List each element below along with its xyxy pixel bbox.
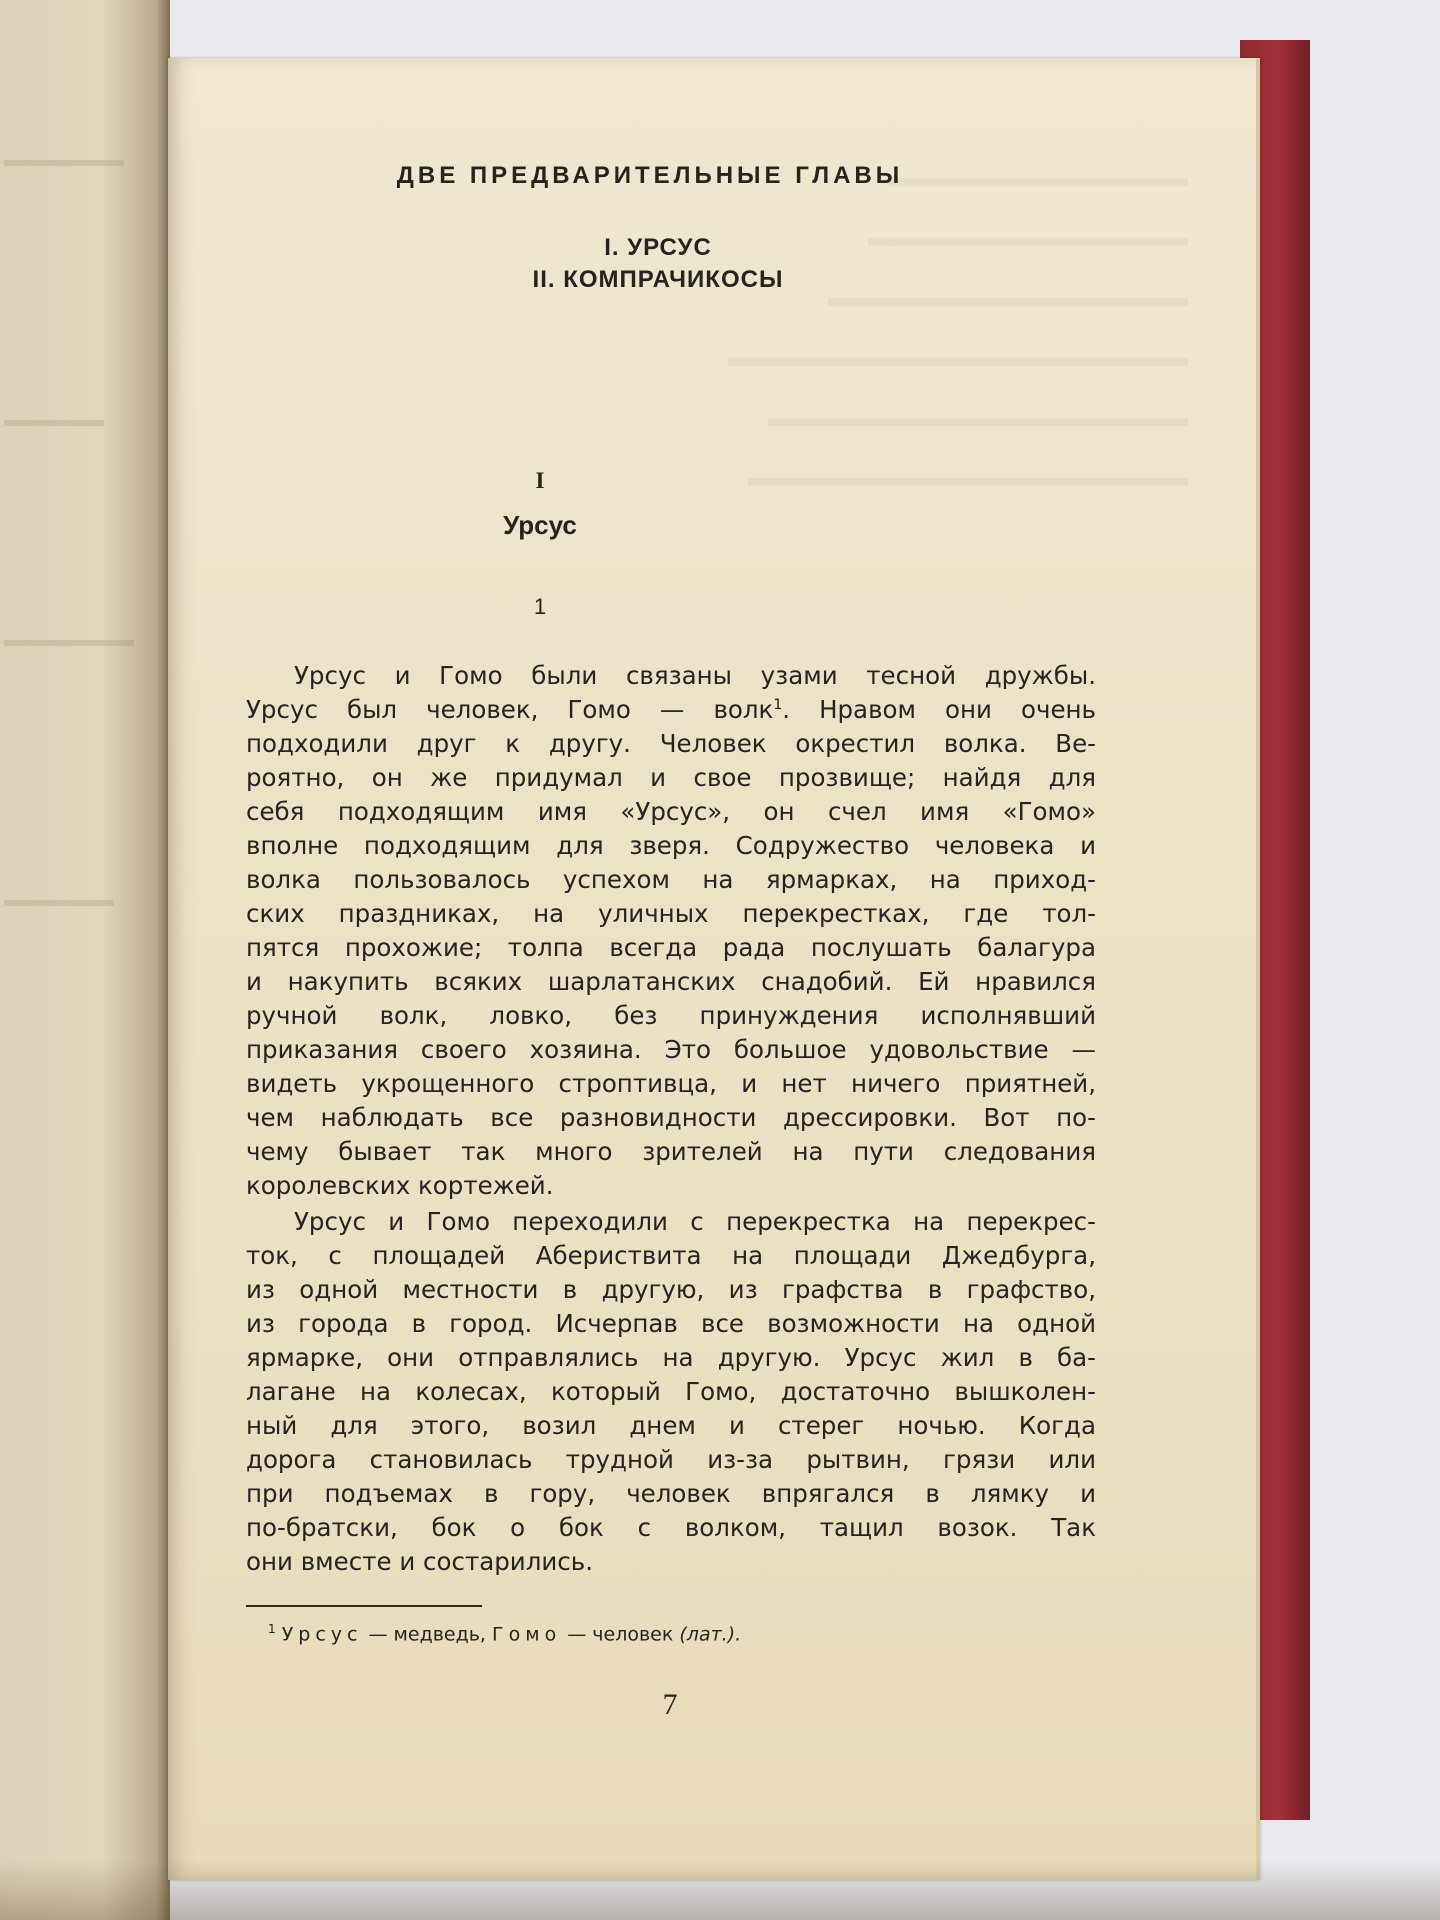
footnote-divider [246, 1605, 482, 1607]
text-line: ный для этого, возил днем и стерег ночью. Когда [246, 1411, 1096, 1440]
text-segment: . Нравом они очень [782, 695, 1096, 724]
page-heading: ДВЕ ПРЕДВАРИТЕЛЬНЫЕ ГЛАВЫ [396, 162, 904, 189]
text-line: волка пользовалось успехом на ярмарках, на приход- [246, 865, 1096, 894]
text-line: из города в город. Исчерпав все возможности на одной [246, 1309, 1096, 1338]
show-through-text [748, 478, 1188, 486]
part-number: I [535, 468, 545, 493]
text-line: видеть укрощенного строптивца, и нет ничего приятней, [246, 1069, 1096, 1098]
show-through-text [768, 418, 1188, 426]
text-line: ток, с площадей Абериствита на площади Джедбурга, [246, 1241, 1096, 1270]
text-line: ских праздниках, на уличных перекрестках, где тол- [246, 899, 1096, 928]
left-page-bleed [4, 160, 124, 166]
text-line: королевских кортежей. [246, 1171, 554, 1200]
footnote-gloss: — человек [567, 1623, 674, 1646]
text-line: по-братски, бок о бок с волком, тащил возок. Так [246, 1513, 1096, 1542]
chapter-heading-two: II. КОМПРАЧИКОСЫ [532, 266, 784, 293]
text-line: Урсус и Гомо переходили с перекрестка на перекрес- [294, 1207, 1096, 1236]
left-page-bleed [4, 900, 114, 906]
footnote-gloss: — медведь, [368, 1623, 486, 1646]
table-shadow [0, 1860, 1440, 1920]
page-edge [1256, 58, 1260, 1880]
text-line: дорога становилась трудной из-за рытвин, грязи или [246, 1445, 1096, 1474]
book-page [168, 58, 1260, 1880]
text-line: себя подходящим имя «Урсус», он счел имя «Гомо» [246, 797, 1096, 826]
footnote-term: Урсус [281, 1623, 363, 1646]
section-number: 1 [533, 594, 547, 619]
text-line: ярмарке, они отправлялись на другую. Урсус жил в ба- [246, 1343, 1096, 1372]
part-title: Урсус [503, 510, 577, 540]
footnote-term: Гомо [492, 1623, 562, 1646]
text-line: вполне подходящим для зверя. Содружество человека и [246, 831, 1096, 860]
chapter-heading-one: I. УРСУС [604, 234, 712, 261]
left-facing-page [0, 0, 170, 1920]
text-line: чему бывает так много зрителей на пути следования [246, 1137, 1096, 1166]
footnote [268, 1622, 968, 1645]
text-line: приказания своего хозяина. Это большое удовольствие — [246, 1035, 1096, 1064]
left-page-bleed [4, 420, 104, 426]
show-through-text [828, 298, 1188, 306]
text-line: Урсус и Гомо были связаны узами тесной дружбы. [294, 661, 1096, 690]
show-through-text [728, 358, 1188, 366]
text-line: они вместе и состарились. [246, 1547, 593, 1576]
text-line [246, 692, 1096, 728]
text-line: из одной местности в другую, из графства в графство, [246, 1275, 1096, 1304]
text-line: подходили друг к другу. Человек окрестил волка. Ве- [246, 729, 1096, 758]
text-line: при подъемах в гору, человек впрягался в лямку и [246, 1479, 1096, 1508]
footnote-language: (лат.). [679, 1623, 742, 1646]
left-page-bleed [4, 640, 134, 646]
text-line: чем наблюдать все разновидности дрессировки. Вот по- [246, 1103, 1096, 1132]
footnote-reference: 1 [773, 696, 783, 713]
text-line: лагане на колесах, который Гомо, достаточно вышколен- [246, 1377, 1096, 1406]
text-line: ручной волк, ловко, без принуждения исполнявший [246, 1001, 1096, 1030]
text-line: и накупить всяких шарлатанских снадобий. Ей нравился [246, 967, 1096, 996]
footnote-marker: 1 [268, 1622, 276, 1636]
text-line: пятся прохожие; толпа всегда рада послушать балагура [246, 933, 1096, 962]
page-number: 7 [662, 1688, 678, 1721]
text-line: роятно, он же придумал и свое прозвище; найдя для [246, 763, 1096, 792]
text-segment: Урсус был человек, Гомо — волк [246, 695, 774, 724]
